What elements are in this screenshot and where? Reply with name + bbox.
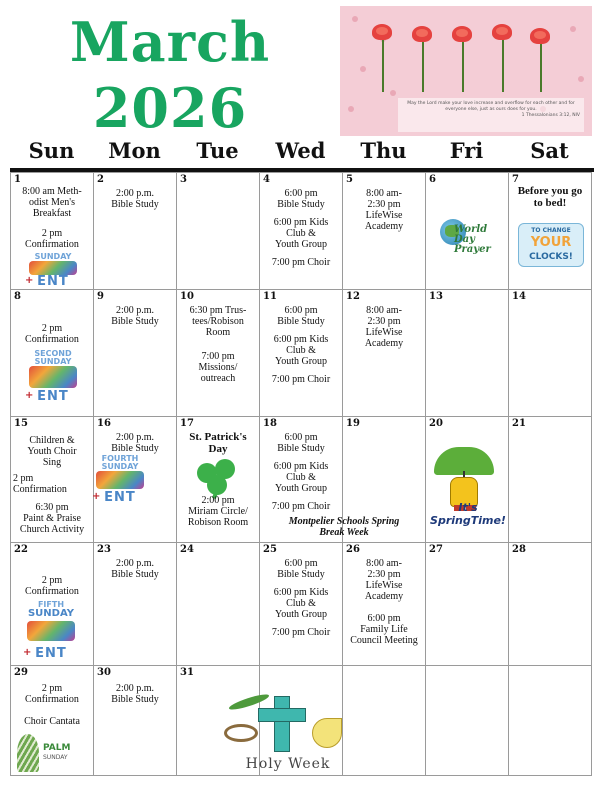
event-line: 6:30 pm [35,502,69,513]
event-line: 6:30 pm Trus- [189,305,247,316]
day-number: 11 [263,291,277,302]
day-number: 27 [429,544,443,555]
event-line: 2:00 p.m. [115,188,155,199]
day-cell-30[interactable] [93,665,177,776]
day-cell-1[interactable] [10,172,94,290]
day-cell-28[interactable] [508,542,592,666]
day-number: 15 [14,418,28,429]
day-cell-22[interactable] [10,542,94,666]
weekday-mon: Mon [108,138,161,163]
event-line: Council Meeting [350,635,418,646]
event-line: 2:00 p.m. [115,558,155,569]
day-cell-23[interactable] [93,542,177,666]
day-number: 20 [429,418,443,429]
event-line: 2 pm [41,683,63,694]
event-line: 7:00 pm Choir [271,257,331,268]
day-cell-14[interactable] [508,289,592,417]
weekday-header [10,138,592,168]
event-line: 6:00 pm [284,188,318,199]
event-line: odist Men's [29,197,75,208]
event-line: outreach [200,373,236,384]
calendar-grid [10,172,592,776]
day-number: 10 [180,291,194,302]
event-line: 6:00 pm [284,305,318,316]
day-number: 16 [97,418,111,429]
event-line: Room [205,327,231,338]
event-line: 2 pm [41,228,63,239]
day-number: 7 [512,174,519,185]
event-line: 6:00 pm [284,432,318,443]
day-cell-13[interactable] [425,289,509,417]
event-line: Academy [364,591,404,602]
carnation-header-image [340,6,592,136]
day-cell-24[interactable] [176,542,260,666]
springtime-image: It's SpringTime! [428,447,508,527]
empty-cell [425,665,509,776]
event-line: 7:00 pm Choir [271,374,331,385]
day-number: 6 [429,174,436,185]
event-line: 2 pm [13,473,34,484]
event-line: Confirmation [25,694,79,705]
event-line: Bible Study [277,443,325,454]
event-line: Bible Study [111,443,159,454]
day-number: 29 [14,667,28,678]
day-cell-17[interactable] [176,416,260,543]
day-number: 14 [512,291,526,302]
holy-week-image: Holy Week [218,694,358,772]
palm-sunday-image: PALM SUNDAY [13,732,75,774]
lent-fourth-sunday-image: FOURTH SUNDAY + ENT [90,455,150,505]
weekday-thu: Thu [360,138,407,163]
day-cell-4[interactable] [259,172,343,290]
event-line: Youth Group [274,239,328,250]
world-day-of-prayer-image: World Day Prayer [436,217,500,259]
event-line: 2 pm [41,575,63,586]
event-line: 8:00 am- [366,558,402,569]
day-cell-25[interactable] [259,542,343,666]
day-number: 17 [180,418,194,429]
event-line: Confirmation [25,586,79,597]
day-number: 5 [346,174,353,185]
day-number: 30 [97,667,111,678]
event-line: 8:00 am- [366,188,402,199]
day-number: 9 [97,291,104,302]
event-line: St. Patrick's [189,431,247,443]
verse-text: May the Lord make your love increase and overflow for each other and for everyone else, just as ours does for you. [407,101,575,112]
event-line: Breakfast [32,208,72,219]
event-line: 7:00 pm Choir [271,501,331,512]
event-line: 2:30 pm [367,199,401,210]
day-cell-16[interactable] [93,416,177,543]
year-title: 2026 [92,76,248,140]
event-line: Before you go [517,185,583,197]
day-number: 3 [180,174,187,185]
day-cell-26[interactable] [342,542,426,666]
day-cell-12[interactable] [342,289,426,417]
day-cell-5[interactable] [342,172,426,290]
event-line: tees/Robison [192,316,244,327]
day-cell-7[interactable] [508,172,592,290]
verse-reference: 1 Thessalonians 3:12, NIV [521,113,580,118]
lent-first-sunday-image: SUNDAY + ENT [23,251,83,289]
day-cell-9[interactable] [93,289,177,417]
event-line: Children & [29,435,75,446]
event-line: Youth Choir [27,446,77,457]
event-line: 6:00 pm Kids [273,461,329,472]
event-line: 8:00 am- [366,305,402,316]
event-line: 6:00 pm Kids [273,217,329,228]
day-cell-10[interactable] [176,289,260,417]
event-line: Bible Study [111,316,159,327]
day-cell-27[interactable] [425,542,509,666]
event-line: Club & [286,472,316,483]
event-line: Academy [364,338,404,349]
event-line: Sing [42,457,62,468]
event-line: Club & [286,228,316,239]
event-line: Confirmation [13,484,67,495]
day-number: 22 [14,544,28,555]
event-line: Missions/ [198,362,238,373]
weekday-sun: Sun [28,138,75,163]
day-number: 13 [429,291,443,302]
day-cell-11[interactable] [259,289,343,417]
event-line: 6:00 pm Kids [273,334,329,345]
day-cell-8[interactable] [10,289,94,417]
event-line: Club & [286,598,316,609]
month-title: March [69,10,271,74]
event-line: LifeWise [365,327,403,338]
event-line: Church Activity [19,524,85,535]
day-cell-3[interactable] [176,172,260,290]
event-line: Bible Study [277,569,325,580]
event-line: Bible Study [111,569,159,580]
day-number: 12 [346,291,360,302]
spring-break-note: Break Week [319,527,369,538]
day-cell-6[interactable] [425,172,509,290]
event-line: Miriam Circle/ [188,506,248,517]
event-line: Bible Study [111,694,159,705]
day-number: 26 [346,544,360,555]
event-line: 2:00 pm [201,495,235,506]
day-cell-20[interactable] [425,416,509,543]
event-line: Bible Study [111,199,159,210]
lent-fifth-sunday-image: FIFTH SUNDAY + ENT [23,600,74,661]
day-number: 2 [97,174,104,185]
event-line: Youth Group [274,356,328,367]
event-line: Youth Group [274,483,328,494]
event-line: Academy [364,221,404,232]
weekday-fri: Fri [449,138,484,163]
event-line: Robison Room [187,517,249,528]
event-line: 6:00 pm Kids [273,587,329,598]
change-clocks-image: TO CHANGE YOUR CLOCKS! [518,223,584,267]
event-line: 6:00 pm [284,558,318,569]
event-line: Choir Cantata [24,716,80,727]
day-cell-15[interactable] [10,416,94,543]
day-number: 8 [14,291,21,302]
weekday-wed: Wed [275,138,326,163]
spring-break-note: Montpelier Schools Spring [288,516,400,527]
event-line: Youth Group [274,609,328,620]
day-number: 25 [263,544,277,555]
day-number: 4 [263,174,270,185]
event-line: 2:00 p.m. [115,432,155,443]
event-line: 6:00 pm [367,613,401,624]
event-line: Day [208,443,228,455]
event-line: Family Life [360,624,408,635]
weekday-tue: Tue [196,138,239,163]
day-cell-29[interactable] [10,665,94,776]
event-line: 2 pm [41,323,63,334]
event-line: 2:30 pm [367,569,401,580]
event-line: Confirmation [25,239,79,250]
event-line: Bible Study [277,316,325,327]
event-line: LifeWise [365,580,403,591]
bible-verse [398,98,584,132]
event-line: 7:00 pm Choir [271,627,331,638]
event-line: Club & [286,345,316,356]
day-number: 31 [180,667,194,678]
event-line: to bed! [533,197,567,209]
event-line: LifeWise [365,210,403,221]
day-number: 18 [263,418,277,429]
event-line: 8:00 am Meth- [22,186,82,197]
day-number: 21 [512,418,526,429]
event-line: Confirmation [25,334,79,345]
event-line: 2:00 p.m. [115,305,155,316]
day-number: 24 [180,544,194,555]
event-line: 7:00 pm [201,351,235,362]
event-line: Bible Study [277,199,325,210]
event-line: 2:30 pm [367,316,401,327]
day-number: 28 [512,544,526,555]
lent-second-sunday-image: SECOND SUNDAY + ENT [23,350,83,404]
weekday-sat: Sat [530,138,569,163]
empty-cell [508,665,592,776]
event-line: Paint & Praise [23,513,81,524]
day-number: 1 [14,174,21,185]
event-line: 2:00 p.m. [115,683,155,694]
day-number: 23 [97,544,111,555]
day-cell-21[interactable] [508,416,592,543]
day-number: 19 [346,418,360,429]
day-cell-2[interactable] [93,172,177,290]
